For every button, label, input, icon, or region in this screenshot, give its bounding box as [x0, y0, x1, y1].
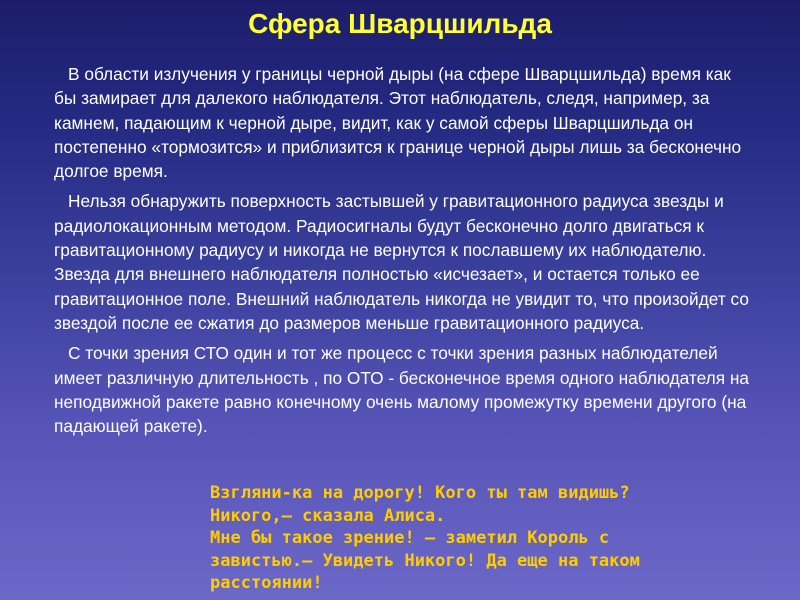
- slide-title: Сфера Шварцшильда: [248, 8, 552, 39]
- paragraph-radar-detection: Нельзя обнаружить поверхность застывшей у гравитационного радиуса звезды и радиолокационным методом. Радиосигналы будут бесконечно долго двигаться к гравитационному радиусу и никогда не вернутся к пославшему их наблюдателю. Звезда для внешнего наблюдателя полностью «исчезает», и остается только ее гравитационное поле. Внешний наблюдатель никогда не увидит то, что произойдет со звездой после ее сжатия до размеров меньше гравитационного радиуса.: [54, 191, 749, 333]
- quote-line: Мне бы такое зрение! — заметил Король с: [210, 528, 610, 548]
- slide-body: [54, 62, 754, 444]
- paragraph-relativity: С точки зрения СТО один и тот же процесс с точки зрения разных наблюдателей имеет различную длительность , по ОТО - бесконечное время одного наблюдателя на неподвижной ракете равно конечному очень малому промежутку времени другого (на падающей ракете).: [54, 343, 750, 437]
- paragraph-schwarzschild-sphere: В области излучения у границы черной дыры (на сфере Шварцшильда) время как бы замирает для далекого наблюдателя. Этот наблюдатель, следя, например, за камнем, падающим к черной дыре, видит, как у самой сферы Шварцшильда он постепенно «тормозится» и приблизится к границе черной дыры лишь за бесконечно долгое время.: [54, 64, 742, 182]
- quote-line: завистью.— Увидеть Никого! Да еще на таком: [210, 550, 640, 571]
- quote-line: Взгляни-ка на дорогу! Кого ты там видишь?: [210, 483, 630, 503]
- quote-line: Никого,— сказала Алиса.: [210, 505, 446, 526]
- alice-quote: [210, 482, 790, 595]
- quote-line: расстоянии!: [210, 573, 323, 593]
